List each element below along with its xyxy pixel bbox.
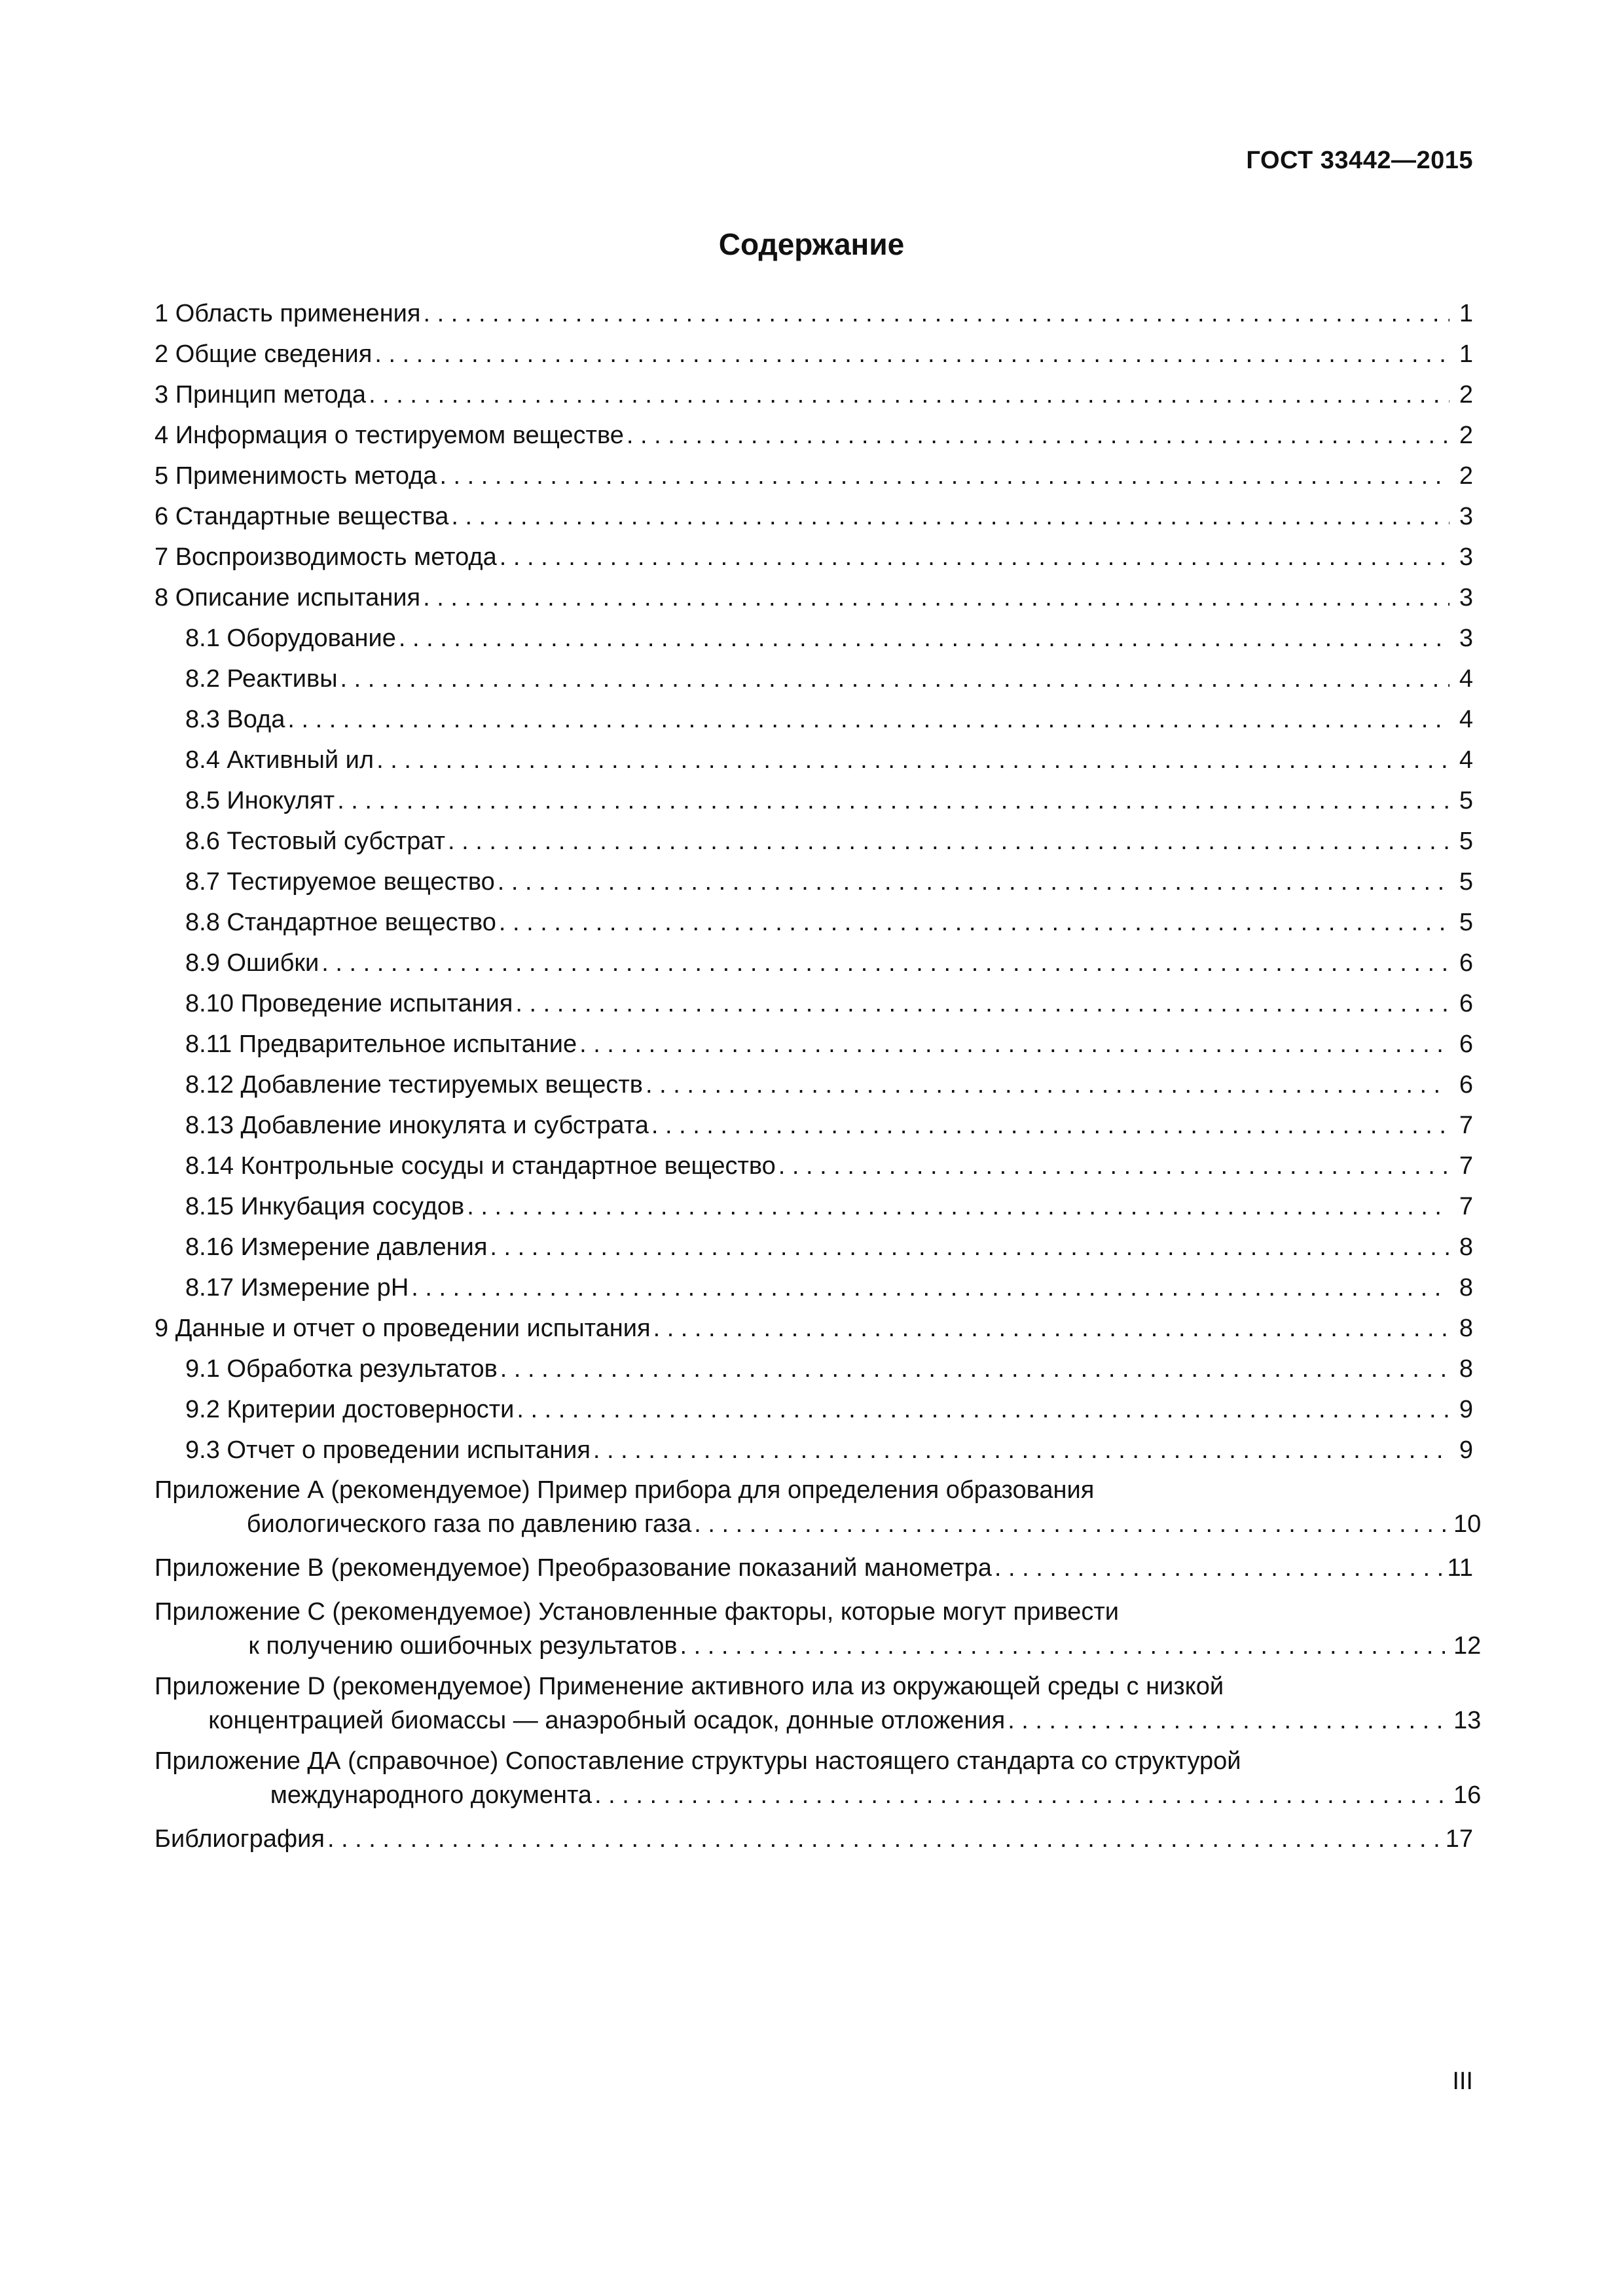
dot-leader [500, 537, 1450, 577]
dot-leader [423, 577, 1450, 618]
toc-entry-page: 2 [1459, 422, 1473, 449]
dot-leader [651, 1105, 1450, 1146]
dot-leader [448, 821, 1450, 862]
page-title: Содержание [718, 227, 905, 261]
toc-entry[interactable] [155, 1146, 1473, 1186]
dot-leader [994, 1548, 1444, 1588]
dot-leader [340, 659, 1450, 699]
toc-entry-label: 9.2 Критерии достоверности [185, 1396, 515, 1423]
toc-appendix-title: Приложение С (рекомендуемое) Установленные факторы, которые могут привести [155, 1598, 1119, 1626]
toc-entry-label: 1 Область применения [155, 300, 421, 327]
toc-entry-label: 2 Общие сведения [155, 340, 373, 368]
dot-leader [467, 1186, 1450, 1227]
toc-entry-label: 8.14 Контрольные сосуды и стандартное вещество [185, 1152, 776, 1180]
toc-entry[interactable] [155, 456, 1473, 496]
toc-entry-page: 5 [1459, 868, 1473, 896]
toc-entry[interactable] [155, 577, 1473, 618]
toc-entry-page: 5 [1459, 909, 1473, 936]
dot-leader [337, 780, 1450, 821]
toc-entry[interactable] [155, 1349, 1473, 1389]
toc-appendix-entry[interactable] [155, 1473, 1482, 1541]
toc-entry[interactable] [155, 659, 1473, 699]
dot-leader [500, 1349, 1450, 1389]
dot-leader [517, 1389, 1450, 1430]
toc-entry-label: 8.8 Стандартное вещество [185, 909, 496, 936]
toc-entry[interactable] [155, 943, 1473, 983]
toc-entry-page: 2 [1459, 462, 1473, 490]
dot-leader [646, 1065, 1450, 1105]
toc-entry[interactable] [155, 1186, 1473, 1227]
dot-leader [499, 902, 1450, 943]
toc-entry-page: 13 [1453, 1707, 1482, 1734]
toc-entry-page: 3 [1459, 625, 1473, 652]
page-number: III [1452, 2068, 1473, 2095]
dot-leader [439, 456, 1450, 496]
dot-leader [593, 1430, 1450, 1470]
toc-entry[interactable] [155, 334, 1473, 374]
toc-entry-page: 17 [1445, 1825, 1473, 1853]
dot-leader [694, 1507, 1450, 1541]
toc-entry-label: 4 Информация о тестируемом веществе [155, 422, 624, 449]
toc-entry-page: 6 [1459, 1071, 1473, 1099]
toc-entry[interactable] [155, 780, 1473, 821]
toc-entry-page: 8 [1459, 1355, 1473, 1383]
toc-entry[interactable] [155, 1065, 1473, 1105]
toc-entry[interactable] [155, 374, 1473, 415]
toc-entry-label: 8.12 Добавление тестируемых веществ [185, 1071, 643, 1099]
toc-entry-label: 9.1 Обработка результатов [185, 1355, 498, 1383]
toc-appendix-entry[interactable] [155, 1669, 1482, 1738]
toc-appendix-entry[interactable] [155, 1595, 1482, 1663]
toc-entry[interactable] [155, 496, 1473, 537]
toc-entry-label: 8.17 Измерение pH [185, 1274, 409, 1302]
toc-entry-page: 3 [1459, 543, 1473, 571]
toc-appendix-title: Приложение В (рекомендуемое) Преобразование показаний манометра [155, 1554, 992, 1582]
toc-entry-page: 3 [1459, 503, 1473, 530]
toc-entry-page: 4 [1459, 706, 1473, 733]
toc-entry-page: 7 [1459, 1152, 1473, 1180]
toc-entry[interactable] [155, 1430, 1473, 1470]
toc-entry[interactable] [155, 293, 1473, 334]
toc-entry-label: 8.13 Добавление инокулята и субстрата [185, 1112, 649, 1139]
toc-entry-page: 6 [1459, 990, 1473, 1017]
toc-entry-page: 5 [1459, 787, 1473, 814]
toc-entry[interactable] [155, 537, 1473, 577]
toc-entry-page: 11 [1447, 1554, 1473, 1582]
toc-entry[interactable] [155, 862, 1473, 902]
toc-entry-label: Библиография [155, 1825, 325, 1853]
toc-entry-page: 16 [1453, 1781, 1482, 1809]
dot-leader [399, 618, 1450, 659]
toc-entry-page: 2 [1459, 381, 1473, 409]
toc-entry[interactable] [155, 618, 1473, 659]
toc-entry-label: 9.3 Отчет о проведении испытания [185, 1436, 591, 1464]
dot-leader [376, 740, 1450, 780]
dot-leader [369, 374, 1450, 415]
toc-entry-label: 8.9 Ошибки [185, 949, 319, 977]
dot-leader [490, 1227, 1450, 1267]
toc-entry-page: 8 [1459, 1274, 1473, 1302]
dot-leader [451, 496, 1450, 537]
dot-leader [594, 1778, 1450, 1812]
toc-entry[interactable] [155, 983, 1473, 1024]
toc-entry-label: 9 Данные и отчет о проведении испытания [155, 1315, 651, 1342]
toc-entry[interactable] [155, 415, 1473, 456]
toc-entry-label: 8.15 Инкубация сосудов [185, 1193, 465, 1220]
toc-entry-label: 3 Принцип метода [155, 381, 367, 409]
dot-leader [515, 983, 1450, 1024]
dot-leader [653, 1308, 1450, 1349]
toc-appendix-title: Приложение А (рекомендуемое) Пример прибора для определения образования [155, 1476, 1095, 1504]
toc-entry-page: 7 [1459, 1112, 1473, 1139]
toc-entry-page: 1 [1459, 300, 1473, 327]
toc-appendix-subtitle: концентрацией биомассы — анаэробный осадок, донные отложения [208, 1707, 1006, 1734]
toc-entry-label: 8.3 Вода [185, 706, 285, 733]
table-of-contents [155, 293, 1482, 1859]
toc-entry-page: 8 [1459, 1315, 1473, 1342]
toc-entry-page: 8 [1459, 1233, 1473, 1261]
toc-entry-page: 1 [1459, 340, 1473, 368]
toc-entry[interactable] [155, 699, 1473, 740]
dot-leader [411, 1267, 1450, 1308]
toc-appendix-entry[interactable] [155, 1548, 1473, 1588]
dot-leader [680, 1629, 1450, 1663]
toc-bibliography[interactable] [155, 1819, 1473, 1859]
toc-entry-label: 8.16 Измерение давления [185, 1233, 488, 1261]
toc-entry[interactable] [155, 740, 1473, 780]
document-code: ГОСТ 33442—2015 [1246, 147, 1473, 174]
toc-entry[interactable] [155, 1267, 1473, 1308]
toc-entry-page: 9 [1459, 1396, 1473, 1423]
toc-entry-page: 10 [1453, 1510, 1482, 1538]
toc-entry-page: 6 [1459, 1030, 1473, 1058]
toc-entry-label: 5 Применимость метода [155, 462, 437, 490]
toc-entry-label: 7 Воспроизводимость метода [155, 543, 497, 571]
toc-entry-label: 6 Стандартные вещества [155, 503, 449, 530]
toc-entry-label: 8.7 Тестируемое вещество [185, 868, 495, 896]
toc-entry-label: 8.11 Предварительное испытание [185, 1030, 577, 1058]
dot-leader [327, 1819, 1442, 1859]
dot-leader [423, 293, 1450, 334]
toc-entry-page: 12 [1453, 1632, 1482, 1660]
toc-entry-label: 8 Описание испытания [155, 584, 421, 611]
toc-entry-label: 8.5 Инокулят [185, 787, 335, 814]
toc-entry[interactable] [155, 1105, 1473, 1146]
toc-entry-label: 8.1 Оборудование [185, 625, 396, 652]
toc-entry[interactable] [155, 1024, 1473, 1065]
toc-appendix-subtitle: к получению ошибочных результатов [248, 1632, 678, 1660]
toc-entry[interactable] [155, 1308, 1473, 1349]
toc-entry-page: 3 [1459, 584, 1473, 611]
toc-appendix-subtitle: биологического газа по давлению газа [246, 1510, 692, 1538]
toc-entry[interactable] [155, 1227, 1473, 1267]
dot-leader [579, 1024, 1450, 1065]
toc-entry-page: 9 [1459, 1436, 1473, 1464]
toc-entry-page: 6 [1459, 949, 1473, 977]
toc-entry-label: 8.2 Реактивы [185, 665, 338, 693]
toc-entry-label: 8.4 Активный ил [185, 746, 374, 774]
toc-entry-label: 8.10 Проведение испытания [185, 990, 513, 1017]
toc-entry-page: 7 [1459, 1193, 1473, 1220]
toc-entry[interactable] [155, 821, 1473, 862]
dot-leader [374, 334, 1450, 374]
toc-appendix-title: Приложение D (рекомендуемое) Применение активного ила из окружающей среды с низкой [155, 1673, 1224, 1700]
toc-entry-page: 4 [1459, 665, 1473, 693]
dot-leader [498, 862, 1450, 902]
toc-entry-page: 4 [1459, 746, 1473, 774]
toc-appendix-title: Приложение ДА (справочное) Сопоставление структуры настоящего стандарта со структурой [155, 1747, 1241, 1775]
toc-appendix-entry[interactable] [155, 1744, 1482, 1812]
dot-leader [778, 1146, 1450, 1186]
dot-leader [627, 415, 1450, 456]
toc-entry[interactable] [155, 1389, 1473, 1430]
toc-appendix-subtitle: международного документа [270, 1781, 593, 1809]
dot-leader [287, 699, 1450, 740]
toc-entry[interactable] [155, 902, 1473, 943]
dot-leader [1008, 1704, 1450, 1738]
dot-leader [321, 943, 1450, 983]
toc-entry-page: 5 [1459, 828, 1473, 855]
toc-entry-label: 8.6 Тестовый субстрат [185, 828, 445, 855]
